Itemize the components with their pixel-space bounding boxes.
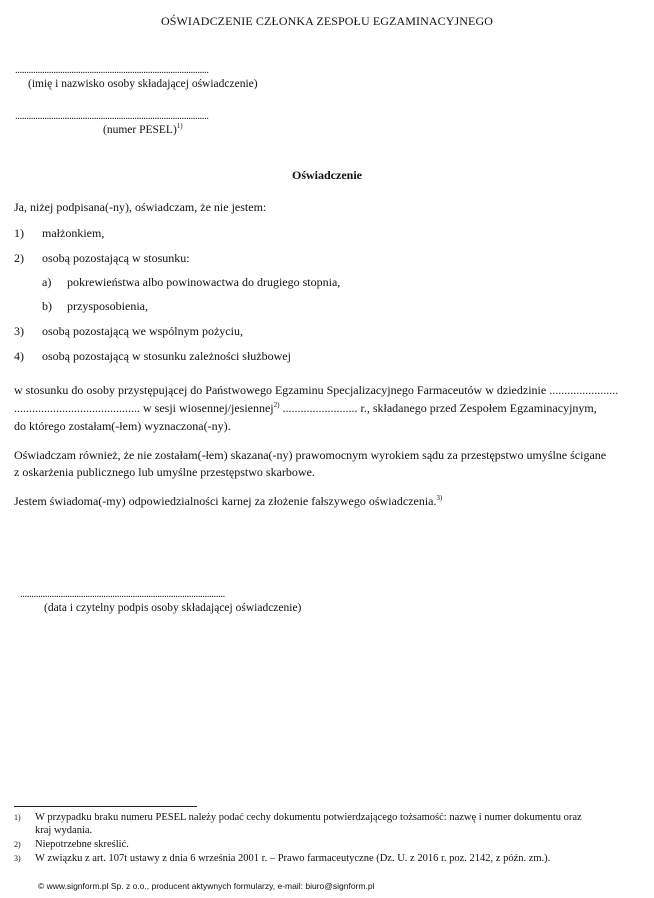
list-item-text: osobą pozostającą w stosunku: [42,251,190,265]
name-field-line[interactable]: ...................................................................................... [15,64,209,76]
signature-field-line[interactable]: ........................................................................................... [20,588,225,600]
footnote-text: W związku z art. 107t ustawy z dnia 6 września 2001 r. – Prawo farmaceutyczne (Dz. U. z 2016 r. poz. 2142, z późn. zm.). [35,853,551,864]
pesel-field-caption [103,124,183,136]
pesel-footnote-ref: 1) [176,122,183,131]
intro-text: Ja, niżej podpisana(-ny), oświadczam, że nie jestem: [14,200,267,214]
footnote-number: 2) [14,840,21,849]
list-subitem-letter: b) [42,299,52,313]
list-item-number: 4) [14,349,24,363]
section-heading: Oświadczenie [292,168,362,182]
pesel-field-line[interactable]: ...................................................................................... [15,110,209,122]
list-item-number: 3) [14,324,24,338]
paragraph-2-line-1: Oświadczam również, że nie zostałam(-łem) skazana(-ny) prawomocnym wyrokiem sądu za przestępstwo umyślne ścigane [14,448,607,462]
paragraph-2-line-2: z oskarżenia publicznego lub umyślne przestępstwo skarbowe. [14,465,315,479]
paragraph-1-line-1: w stosunku do osoby przystępującej do Państwowego Egzaminu Specjalizacyjnego Farmaceutów w dziedzinie ....................... [14,383,619,397]
footnote-text: W przypadku braku numeru PESEL należy podać cechy dokumentu potwierdzającego tożsamość: nazwę i numer dokumentu oraz [35,812,582,823]
name-field-caption: (imię i nazwisko osoby składającej oświadczenie) [28,78,258,90]
list-item-text: małżonkiem, [42,226,105,240]
liability-text: Jestem świadoma(-my) odpowiedzialności karnej za złożenie fałszywego oświadczenia. [14,494,437,508]
list-item-number: 1) [14,226,24,240]
liability-footnote-ref: 3) [436,494,443,502]
list-item-number: 2) [14,251,24,265]
footnote-number: 3) [14,854,21,863]
document-title: OŚWIADCZENIE CZŁONKA ZESPOŁU EGZAMINACYJNEGO [160,14,494,28]
list-subitem-text: pokrewieństwa albo powinowactwa do drugiego stopnia, [67,275,341,289]
date-dots: ......................... r., składanego przed Zespołem Egzaminacyjnym, [279,401,597,415]
footnote-separator [14,806,197,807]
list-item-text: osobą pozostającą we wspólnym pożyciu, [42,324,243,338]
footnote-text: Niepotrzebne skreślić. [35,839,129,850]
signature-field-caption: (data i czytelny podpis osoby składającej oświadczenie) [44,602,302,614]
session-dots: .......................................... w sesji wiosennej/jesiennej [14,401,274,415]
footnote-number: 1) [14,813,21,822]
footer-copyright: © www.signform.pl Sp. z o.o., producent aktywnych formularzy, e-mail: biuro@signform.pl [38,881,375,891]
list-item-text: osobą pozostającą w stosunku zależności służbowej [42,349,291,363]
list-subitem-letter: a) [42,275,52,289]
session-footnote-ref: 2) [273,401,280,409]
list-subitem-text: przysposobienia, [67,299,148,313]
footnote-text-continued: kraj wydania. [35,825,93,836]
pesel-caption-text: (numer PESEL) [103,124,177,136]
paragraph-3 [14,493,442,509]
paragraph-1-line-3: do którego zostałam(-łem) wyznaczona(-ny). [14,419,231,433]
paragraph-1-line-2 [14,400,597,416]
